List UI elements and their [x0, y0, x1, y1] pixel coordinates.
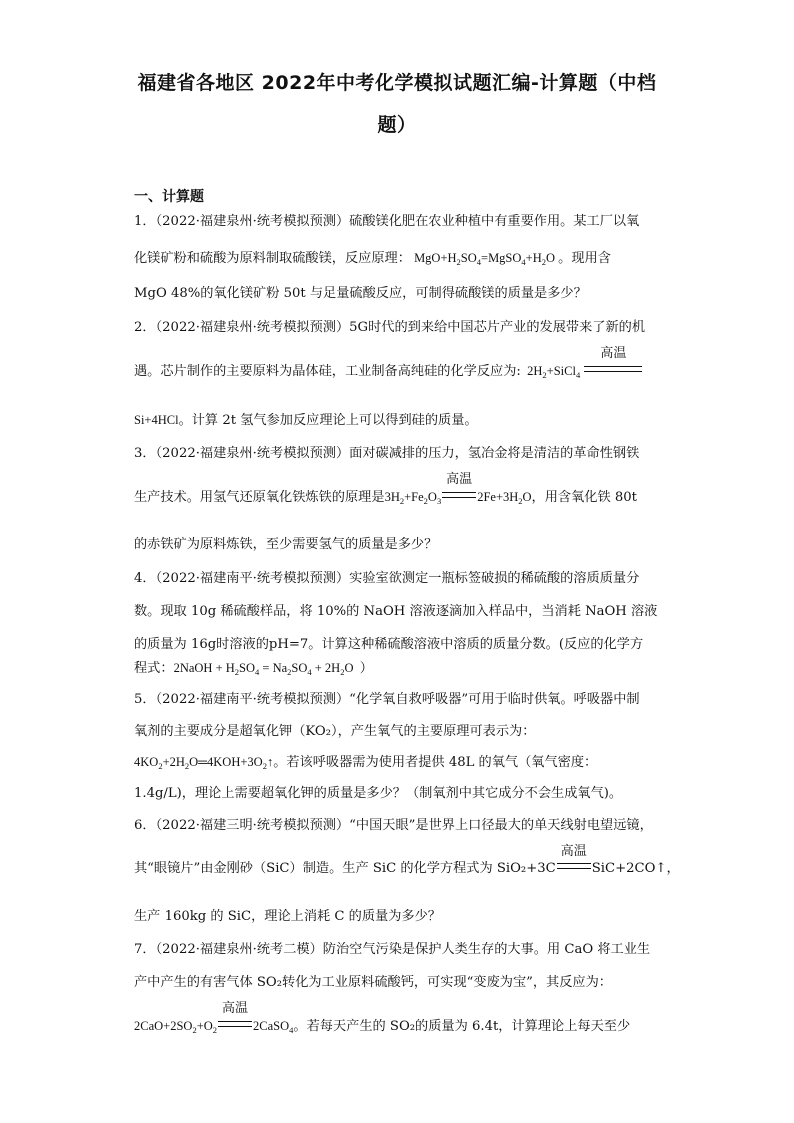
document-title-line-1: 福建省各地区 2022年中考化学模拟试题汇编-计算题（中档 — [137, 72, 657, 94]
q6-line-2 — [134, 844, 680, 878]
q3-line-3: 的赤铁矿为原料炼铁，至少需要氢气的质量是多少？ — [134, 537, 438, 552]
condition-text: 高温 — [446, 472, 473, 487]
q1-line-1: 1．（2022·福建泉州·统考模拟预测）硫酸镁化肥在农业种植中有重要作用。某工厂以氧 — [134, 214, 640, 229]
q7-line-3 — [134, 1001, 664, 1039]
q4-line-1: 4．（2022·福建南平·统考模拟预测）实验室欲测定一瓶标签破损的稀硫酸的溶质质量分 — [134, 571, 640, 586]
condition-text: 高温 — [222, 1001, 249, 1016]
q4-equation: 2NaOH + $H_2SO_4 = Na_2SO_4 + 2H_2O$ — [173, 661, 360, 677]
q6-text: SiC+2CO↑， — [591, 861, 680, 876]
q1-line-3: MgO 48%的氧化镁矿粉 50t 与足量硫酸反应，可制得硫酸镁的质量是多少？ — [134, 286, 587, 301]
q5-line-2: 氧剂的主要成分是超氧化钾（KO₂），产生氧气的主要原理可表示为： — [134, 724, 536, 739]
reaction-condition — [442, 472, 476, 506]
equals-bar — [584, 366, 642, 372]
document-title-line-2: 题） — [377, 114, 417, 136]
q2-equation: $2H_2+SiCl_4$ 高温 — [521, 364, 643, 378]
q2-line-3 — [134, 411, 664, 430]
q4-line-2: 数。现取 10g 稀硫酸样品，将 10%的 NaOH 溶液逐滴加入样品中，当消耗 NaOH 溶液 — [134, 604, 658, 619]
q4-line-3: 的质量为 16g时溶液的pH=7。计算这种稀硫酸溶液中溶质的质量分数。(反应的化学方 — [134, 637, 644, 652]
equals-bar — [442, 492, 476, 498]
q2-equation-products: Si+4HCl — [134, 413, 179, 427]
q5-equation: $4KO_2+2H_2O═4KOH+3O_2↑$ — [134, 755, 274, 771]
q4-text: ） — [359, 661, 373, 676]
reaction-condition — [557, 844, 591, 878]
section-heading: 一、计算题 — [134, 189, 204, 205]
reaction-condition — [584, 346, 642, 380]
q2-line-2 — [134, 346, 664, 384]
q1-text: 。现用含 — [558, 251, 611, 266]
q3-text: ，用含氧化铁 80t — [531, 490, 637, 505]
q3-line-2 — [134, 472, 664, 510]
q3-text: 生产技术。用氢气还原氧化铁炼铁的原理是 — [134, 490, 385, 505]
equals-bar — [557, 863, 591, 869]
q6-line-1: 6．（2022·福建三明·统考模拟预测）“中国天眼”是世界上口径最大的单天线射电望远镜， — [134, 818, 653, 833]
q6-line-3: 生产 160kg 的 SiC，理论上消耗 C 的质量为多少？ — [134, 909, 441, 924]
q7-text: 。若每天产生的 SO₂的质量为 6.4t，计算理论上每天至少 — [293, 1019, 631, 1034]
q3-equation: $3H_2+Fe_2O_3$ 高温 $2Fe+3H_2O$ — [384, 472, 532, 506]
q5-text: 。若该呼吸器需为使用者提供 48L 的氧气（氧气密度： — [273, 755, 598, 770]
q5-line-3 — [134, 753, 664, 775]
q5-line-1: 5．（2022·福建南平·统考模拟预测）“化学氧自救呼吸器”可用于临时供氧。呼吸器中制 — [134, 692, 640, 707]
reaction-condition — [218, 1001, 252, 1035]
condition-text: 高温 — [560, 844, 587, 859]
q7-line-2: 产中产生的有害气体 SO₂转化为工业原料硫酸钙，可实现“变废为宝”，其反应为： — [134, 975, 612, 990]
q4-line-4 — [134, 659, 664, 681]
q4-text: 程式： — [134, 661, 174, 676]
q2-text: 遇。芯片制作的主要原料为晶体硅，工业制备高纯硅的化学反应为: — [134, 364, 521, 379]
q1-line-2 — [134, 249, 664, 271]
condition-text: 高温 — [600, 346, 627, 361]
q7-equation: $2CaO+2SO_2+O_2$ 高温 2CaSO$_4$ — [134, 1001, 294, 1035]
q6-text: 其“眼镜片”由金刚砂（SiC）制造。生产 SiC 的化学方程式为 SiO₂+3C — [134, 861, 556, 876]
q3-line-1: 3．（2022·福建泉州·统考模拟预测）面对碳减排的压力，氢冶金将是清洁的革命性钢铁 — [134, 446, 640, 461]
q1-equation: $MgO+H_2SO_4=MgSO_4+H_2O$ — [410, 251, 559, 267]
q2-text: 。计算 2t 氢气参加反应理论上可以得到硅的质量。 — [178, 413, 478, 428]
equals-bar — [218, 1021, 252, 1027]
q1-text: 化镁矿粉和硫酸为原料制取硫酸镁，反应原理： — [134, 251, 411, 266]
q7-line-1: 7．（2022·福建泉州·统考二模）防治空气污染是保护人类生存的大事。用 CaO 将工业生 — [134, 942, 651, 957]
q5-line-4: 1.4g/L)，理论上需要超氧化钾的质量是多少？（制氧剂中其它成分不会生成氧气)。 — [134, 786, 623, 801]
q2-line-1: 2．（2022·福建泉州·统考模拟预测）5G时代的到来给中国芯片产业的发展带来了新的机 — [134, 320, 646, 335]
